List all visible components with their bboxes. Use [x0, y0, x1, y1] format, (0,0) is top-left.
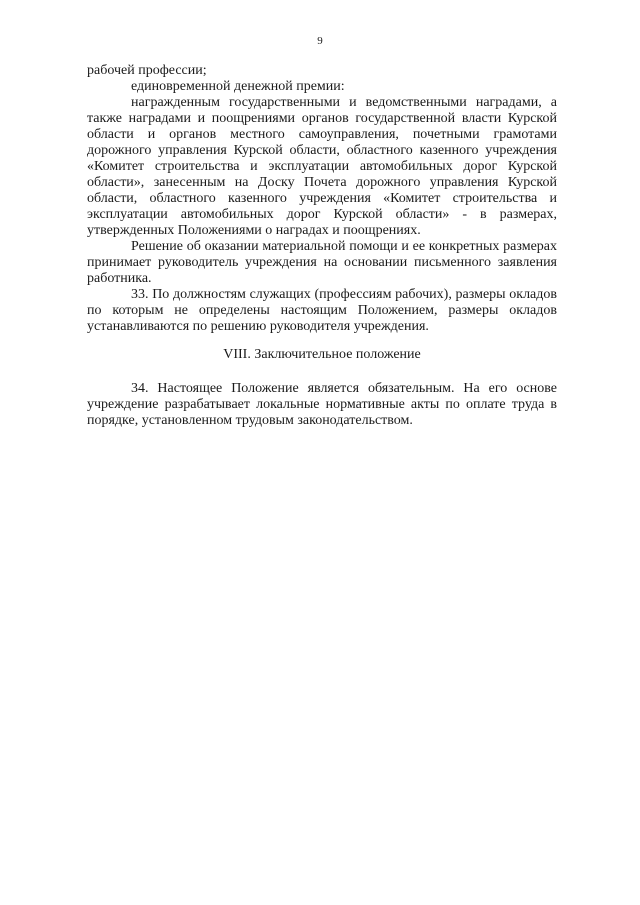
paragraph-one-time-bonus: единовременной денежной премии:: [131, 79, 345, 94]
document-body: [87, 63, 557, 429]
page-number: 9: [317, 35, 323, 47]
paragraph-material-aid: Решение об оказании материальной помощи и ее конкретных размерах принимает руководитель учреждения на основании письменного заявления работника.: [87, 239, 557, 286]
paragraph-clause-34: 34. Настоящее Положение является обязательным. На его основе учреждение разрабатывает локальные нормативные акты по оплате труда в порядке, установленном трудовым законодательством.: [87, 381, 557, 428]
paragraph-worker-profession: рабочей профессии;: [87, 63, 207, 78]
section-heading: VIII. Заключительное положение: [223, 347, 421, 362]
paragraph-clause-33: 33. По должностям служащих (профессиям рабочих), размеры окладов по которым не определены настоящим Положением, размеры окладов устанавливаются по решению руководителя учреждения.: [87, 287, 557, 334]
paragraph-awards: награжденным государственными и ведомственными наградами, а также наградами и поощрениями органов государственной власти Курской области и органов местного самоуправления, почетными грамотами дорожного управления Курской области, областного казенного учреждения «Комитет строительства и эксплуатации автомобильных дорог Курской области», занесенным на Доску Почета дорожного управления Курской области, областного казенного учреждения «Комитет строительства и эксплуатации автомобильных дорог Курской области» - в размерах, утвержденных Положениями о наградах и поощрениях.: [87, 95, 557, 238]
